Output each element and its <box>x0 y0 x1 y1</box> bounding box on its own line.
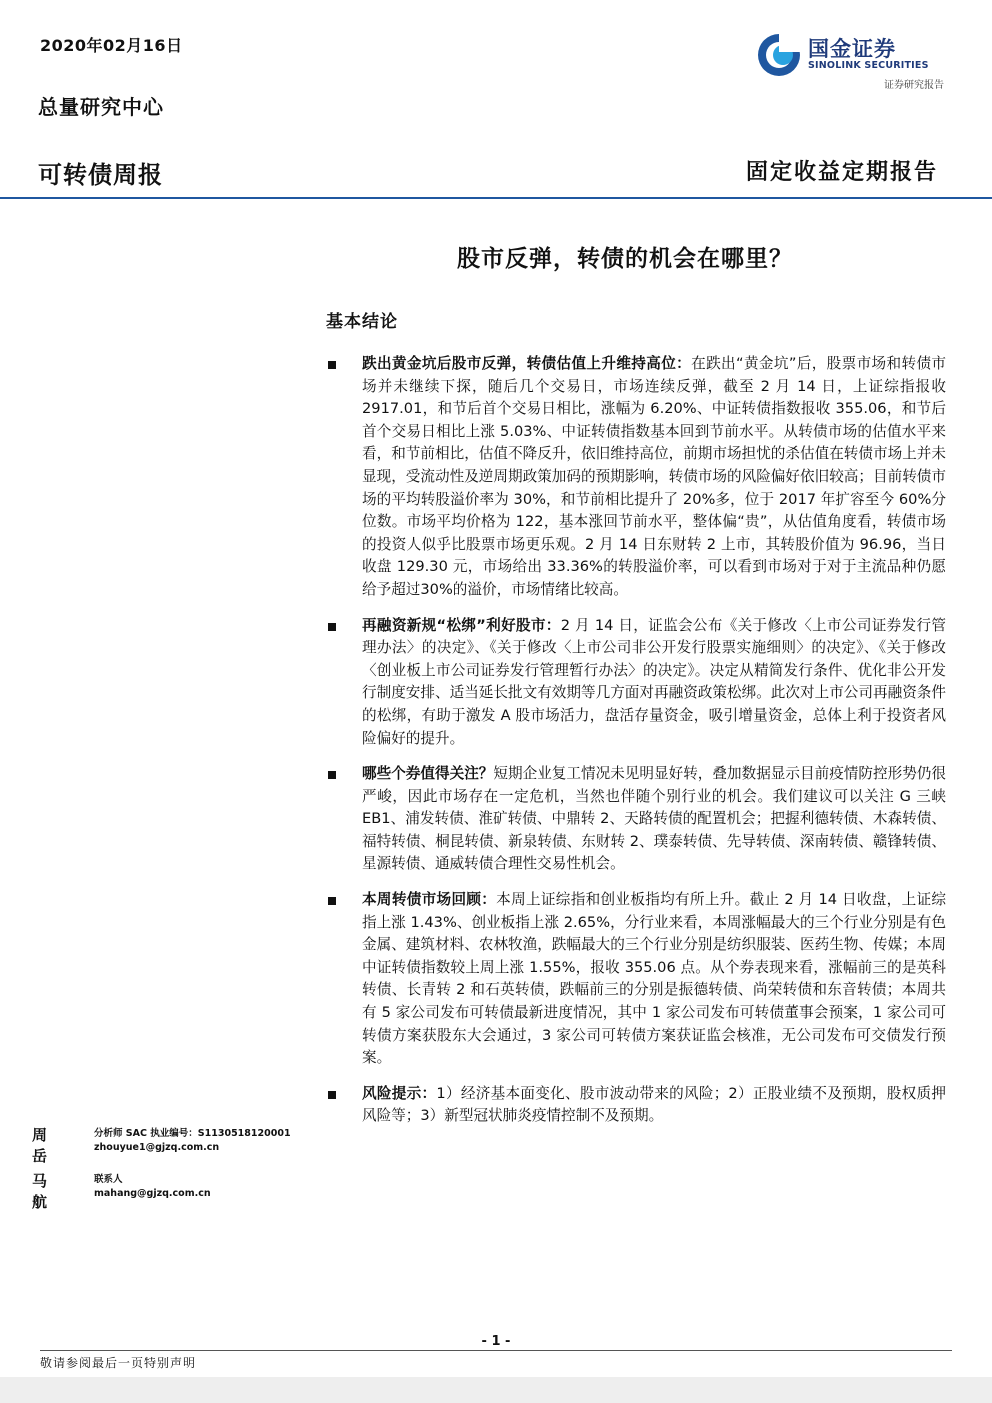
header-divider <box>0 197 992 199</box>
conclusion-item <box>326 889 946 1070</box>
footer-disclaimer: 敬请参阅最后一页特别声明 <box>40 1356 197 1370</box>
analyst-credential: 分析师 SAC 执业编号：S1130518120001 <box>94 1128 291 1139</box>
logo-text-cn: 国金证券 <box>808 37 896 61</box>
logo-text-en: SINOLINK SECURITIES <box>808 60 929 71</box>
company-logo <box>756 30 956 94</box>
logo-subtitle: 证券研究报告 <box>884 80 944 91</box>
conclusion-list <box>326 353 946 1141</box>
bullet-square-icon <box>328 771 336 779</box>
footer-divider <box>40 1350 952 1351</box>
bullet-square-icon <box>328 1091 336 1099</box>
conclusion-lead: 跌出黄金坑后股市反弹，转债估值上升维持高位： <box>362 355 692 372</box>
bullet-square-icon <box>328 361 336 369</box>
analyst-name: 周岳 <box>32 1126 48 1165</box>
section-title: 基本结论 <box>326 312 398 332</box>
bullet-square-icon <box>328 897 336 905</box>
bullet-square-icon <box>328 623 336 631</box>
report-title: 股市反弹，转债的机会在哪里？ <box>457 245 793 272</box>
conclusion-item <box>326 1083 946 1128</box>
conclusion-lead: 再融资新规“松绑”利好股市： <box>362 616 561 634</box>
footer-band <box>0 1377 992 1403</box>
sinolink-logo-icon <box>756 32 802 78</box>
report-date: 2020年02月16日 <box>40 36 183 55</box>
conclusion-lead: 哪些个券值得关注？ <box>362 765 494 783</box>
conclusion-text: 1）经济基本面变化、股市波动带来的风险；2）正股业绩不及预期，股权质押风险等；3）新型冠状肺炎疫情控制不及预期。 <box>362 1084 946 1125</box>
analyst-email[interactable]: zhouyue1@gjzq.com.cn <box>94 1142 220 1153</box>
report-category: 固定收益定期报告 <box>745 159 938 185</box>
conclusion-text: 2 月 14 日，证监会公布《关于修改〈上市公司证券发行管理办法〉的决定》、《关于修改〈上市公司非公开发行股票实施细则〉的决定》、《关于修改〈创业板上市公司证券发行管理暂行办法〉的决定》。决定从精简发行条件、优化非公开发行制度安排、适当延长批文有效期等几方面对再融资政策松绑。此次对上市公司再融资条件的松绑，有助于激发 A 股市场活力，盘活存量资金，吸引增量资金，总体上利于投资者风险偏好的提升。 <box>362 616 947 747</box>
conclusion-item <box>326 763 946 876</box>
page-number: - 1 - <box>481 1334 511 1349</box>
conclusion-item <box>326 353 946 602</box>
conclusion-lead: 风险提示： <box>362 1084 437 1102</box>
conclusion-text: 本周上证综指和创业板指均有所上升。截止 2 月 14 日收盘，上证综指上涨 1.43%、创业板指上涨 2.65%，分行业来看，本周涨幅最大的三个行业分别是有色金属、建筑材料、农林牧渔，跌幅最大的三个行业分别是纺织服装、医药生物、传媒；本周中证转债指数较上周上涨 1.55%，报收 355.06 点。从个券表现来看，涨幅前三的是英科转债、长青转 2 和石英转债，跌幅前三的分别是振德转债、尚荣转债和东音转债；本周共有 5 家公司发布可转债最新进度情况，其中 1 家公司发布可转债董事会预案，1 家公司可转债方案获股东大会通过，3 家公司可转债方案获证监会核准，无公司发布可交债发行预案。 <box>362 891 946 1067</box>
conclusion-text: 在跌出“黄金坑”后，股票市场和转债市场并未继续下探，随后几个交易日，市场连续反弹，截至 2 月 14 日，上证综指报收 2917.01，和节后首个交易日相比，涨幅为 6.20%、中证转债指数报收 355.06，和节后首个交易日相比上涨 5.03%、中证转债指数基本回到节前水平。从转债市场的估值水平来看，和节前相比，估值不降反升，依旧维持高位，前期市场担忧的杀估值在转债市场上并未显现，受流动性及逆周期政策加码的预期影响，转债市场的风险偏好依旧较高；目前转债市场的平均转股溢价率为 30%，和节前相比提升了 20%多，位于 2017 年扩容至今 60%分位数。市场平均价格为 122，基本涨回节前水平，整体偏“贵”，从估值角度看，转债市场的投资人似乎比股票市场更乐观。2 月 14 日东财转 2 上市，其转股价值为 96.96，当日收盘 129.30 元，市场给出 33.36%的转股溢价率，可以看到市场对于对于主流品种仍愿给予超过30%的溢价，市场情绪比较高。 <box>362 355 946 598</box>
conclusion-lead: 本周转债市场回顾： <box>362 891 497 909</box>
contact-email[interactable]: mahang@gjzq.com.cn <box>94 1188 211 1199</box>
report-type: 可转债周报 <box>38 161 163 189</box>
conclusion-text: 短期企业复工情况未见明显好转，叠加数据显示目前疫情防控形势仍很严峻，因此市场存在一定危机，当然也伴随个别行业的机会。我们建议可以关注 G 三峡 EB1、浦发转债、淮矿转债、中鼎转 2、天路转债的配置机会；把握利德转债、木森转债、福特转债、桐昆转债、新泉转债、东财转 2、璞泰转债、先导转债、深南转债、赣锋转债、星源转债、通威转债合理性交易性机会。 <box>362 765 946 873</box>
contact-name: 马航 <box>32 1172 48 1211</box>
department: 总量研究中心 <box>38 95 164 119</box>
contact-role: 联系人 <box>94 1174 123 1185</box>
conclusion-item <box>326 615 946 751</box>
